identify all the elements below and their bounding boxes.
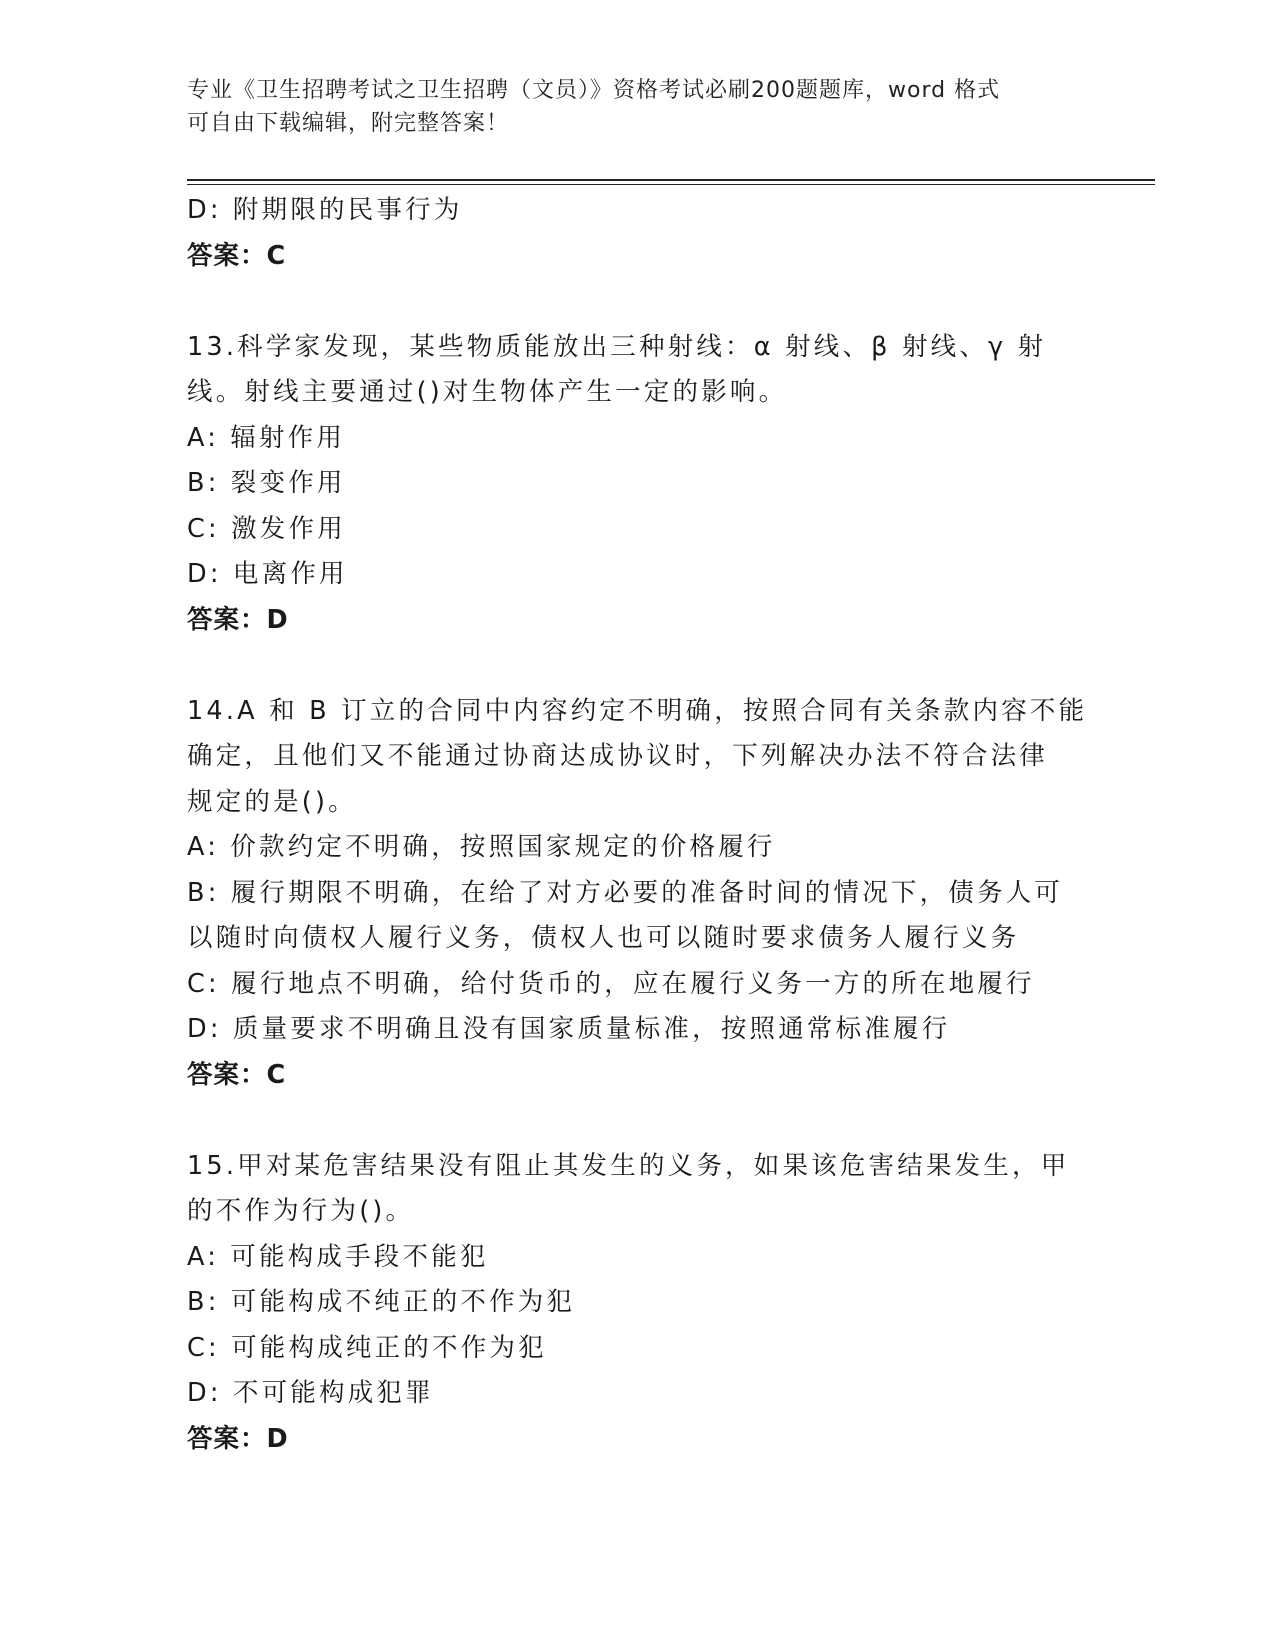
answer-line: 答案：D bbox=[187, 1423, 289, 1454]
option-d: D: 不可能构成犯罪 bbox=[187, 1378, 434, 1408]
header-divider-thin bbox=[187, 184, 1155, 185]
spacer bbox=[187, 643, 1077, 689]
option-b-line: 以随时向债权人履行义务，债权人也可以随时要求债务人履行义务 bbox=[187, 923, 1020, 953]
question-block-13 bbox=[187, 325, 1077, 644]
spacer bbox=[187, 1098, 1077, 1144]
answer-line: 答案：C bbox=[187, 1059, 287, 1090]
question-stem-line: 15.甲对某危害结果没有阻止其发生的义务，如果该危害结果发生，甲 bbox=[187, 1150, 1070, 1181]
question-block-15 bbox=[187, 1144, 1077, 1463]
answer-line: 答案：D bbox=[187, 604, 289, 635]
question-stem-line: 的不作为行为()。 bbox=[187, 1196, 415, 1226]
option-d: D: 质量要求不明确且没有国家质量标准，按照通常标准履行 bbox=[187, 1014, 951, 1044]
question-stem-line: 规定的是()。 bbox=[187, 786, 357, 817]
option-b-line: B: 履行期限不明确，在给了对方必要的准备时间的情况下，债务人可 bbox=[187, 877, 1064, 908]
header-divider-thick bbox=[187, 179, 1155, 181]
question-stem-line: 线。射线主要通过()对生物体产生一定的影响。 bbox=[187, 377, 788, 407]
option-b: B: 裂变作用 bbox=[187, 468, 346, 498]
option-a: A: 可能构成手段不能犯 bbox=[187, 1241, 489, 1272]
option-b: B: 可能构成不纯正的不作为犯 bbox=[187, 1287, 576, 1317]
option-c: C: 激发作用 bbox=[187, 513, 346, 544]
option-d: D: 附期限的民事行为 bbox=[187, 195, 463, 225]
spacer bbox=[187, 279, 1077, 325]
question-block-14 bbox=[187, 689, 1088, 1099]
option-a: A: 辐射作用 bbox=[187, 422, 346, 453]
option-d: D: 电离作用 bbox=[187, 559, 348, 589]
question-list bbox=[187, 188, 1088, 1462]
option-a: A: 价款约定不明确，按照国家规定的价格履行 bbox=[187, 832, 776, 862]
option-c: C: 履行地点不明确，给付货币的，应在履行义务一方的所在地履行 bbox=[187, 968, 1035, 999]
question-stem-line: 13.科学家发现，某些物质能放出三种射线：α 射线、β 射线、γ 射 bbox=[187, 331, 1047, 362]
answer-line: 答案：C bbox=[187, 240, 287, 271]
option-c: C: 可能构成纯正的不作为犯 bbox=[187, 1332, 547, 1363]
question-block-12-tail bbox=[187, 188, 1077, 279]
document-header bbox=[187, 74, 1067, 140]
question-stem-line: 确定，且他们又不能通过协商达成协议时，下列解决办法不符合法律 bbox=[187, 741, 1049, 771]
question-stem-line: 14.A 和 B 订立的合同中内容约定不明确，按照合同有关条款内容不能 bbox=[187, 695, 1088, 726]
header-line-2: 可自由下载编辑，附完整答案！ bbox=[187, 111, 510, 136]
header-line-1: 专业《卫生招聘考试之卫生招聘（文员）》资格考试必刷200题题库，word 格式 bbox=[187, 78, 1001, 103]
